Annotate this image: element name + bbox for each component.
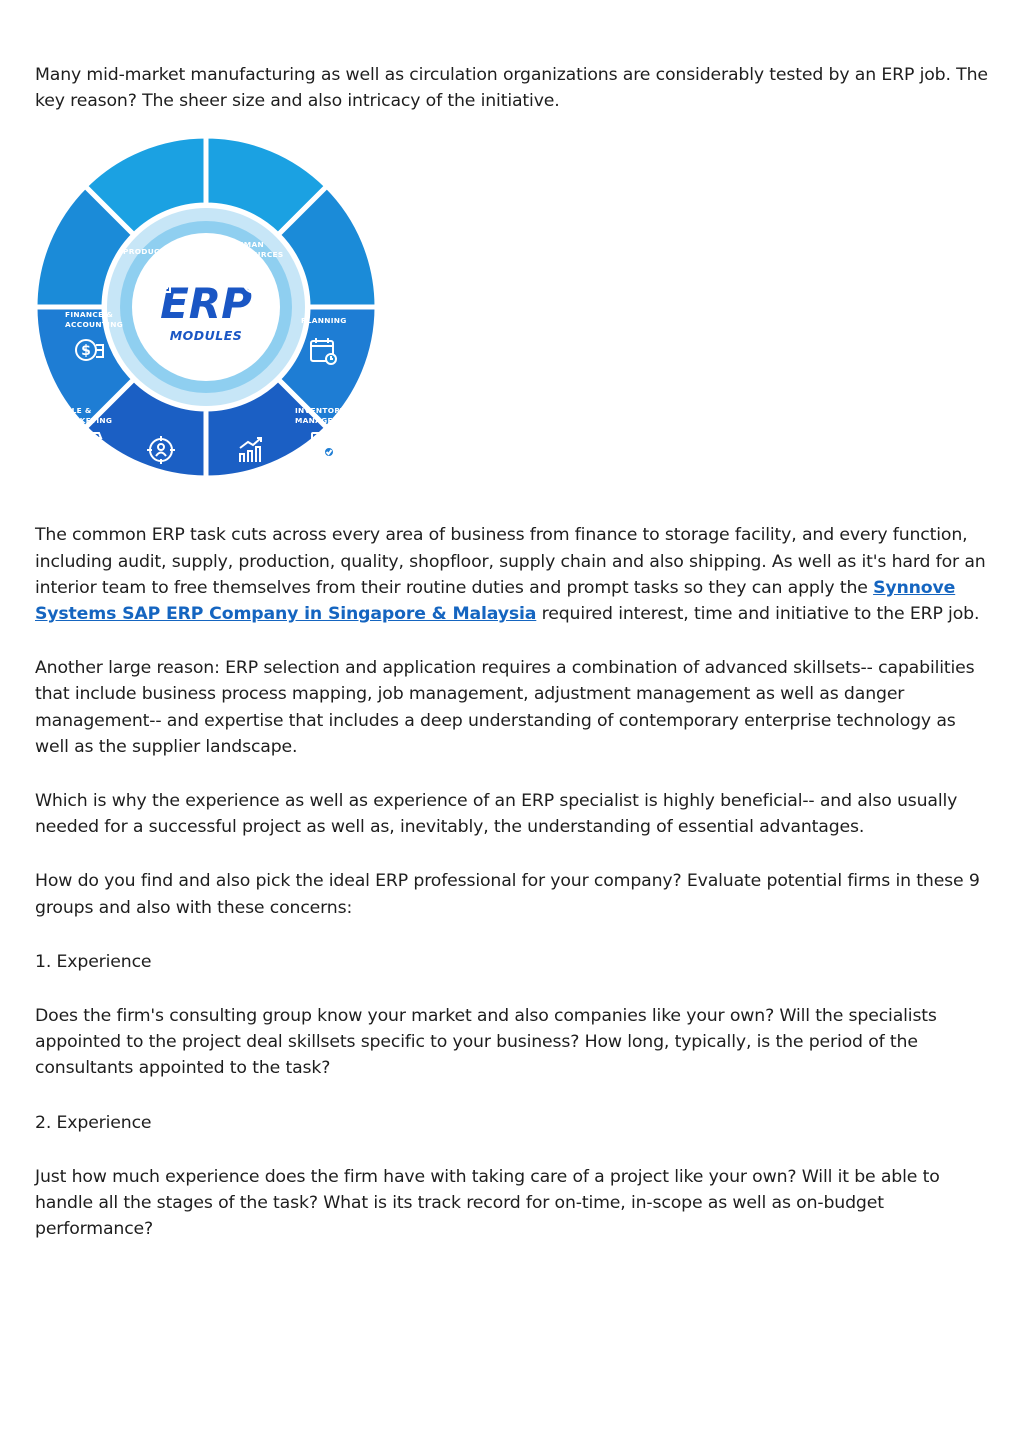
label-finance-line1: FINANCE &	[65, 310, 114, 320]
synnove-link[interactable]: Synnove Systems SAP ERP Company in Singapore & Malaysia	[35, 577, 956, 625]
heading-experience-2: 2. Experience	[35, 1112, 152, 1133]
label-crm: CRM	[150, 473, 170, 483]
paragraph-erp-scope-text: The common ERP task cuts across every area of business from finance to storage facility, and every function, including audit, supply, production, quality, shopfloor, supply chain and also shipping. As well as it's hard for an interior team to free themselves from their routine duties and prompt tasks so they can apply the	[35, 525, 986, 598]
hub-title: ERP	[160, 279, 252, 329]
paragraph-specialist-value: Which is why the experience as well as experience of an ERP specialist is highly beneficial-- and also usually needed for a successful project as well as, inevitably, the understanding of essential advantages.	[35, 791, 958, 838]
erp-modules-diagram	[35, 132, 380, 482]
intro-paragraph: Many mid-market manufacturing as well as circulation organizations are considerably tested by an ERP job. The key reason? The sheer size and also intricacy of the initiative.	[35, 65, 988, 112]
label-production: PRODUCTION	[123, 247, 182, 257]
label-hr-line1: HUMAN	[231, 240, 264, 250]
paragraph-erp-scope-tail: required interest, time and initiative to the ERP job.	[536, 604, 980, 625]
paragraph-skillsets: Another large reason: ERP selection and application requires a combination of advanced skillsets-- capabilities that include business process mapping, job management, adjustment management as well as danger management-- and expertise that includes a deep understanding of contemporary enterprise technology as well as the supplier landscape.	[35, 658, 975, 757]
svg-text:$: $	[81, 343, 91, 360]
paragraph-experience-2: Just how much experience does the firm have with taking care of a project like your own? Will it be able to handle all the stages of the task? What is its track record for on-time, in-scope as well as on-budget performance?	[35, 1166, 940, 1240]
hub-subtitle: MODULES	[169, 328, 243, 344]
label-hr-line2: RESOURCES	[231, 250, 284, 260]
label-reporting: REPORTING	[225, 473, 276, 483]
document-page	[35, 62, 990, 1270]
paragraph-how-to-pick: How do you find and also pick the ideal ERP professional for your company? Evaluate potential firms in these 9 groups and also with these concerns:	[35, 871, 980, 918]
label-planning: PLANNING	[301, 316, 347, 326]
erp-wheel-svg	[35, 132, 380, 482]
paragraph-erp-scope	[35, 522, 990, 627]
label-finance-line2: ACCOUNTING	[65, 320, 124, 330]
label-sales-line2: MARKETING	[60, 416, 113, 426]
heading-experience-1: 1. Experience	[35, 951, 152, 972]
paragraph-experience-1: Does the firm's consulting group know your market and also companies like your own? Will the specialists appointed to the project deal skillsets specific to your business? How long, typically, is the period of the consultants appointed to the task?	[35, 1006, 937, 1079]
label-sales-line1: SALE &	[60, 406, 92, 416]
label-inventory-line1: INVENTORY	[295, 406, 346, 416]
label-inventory-line2: MANAGEMENT	[295, 416, 358, 426]
